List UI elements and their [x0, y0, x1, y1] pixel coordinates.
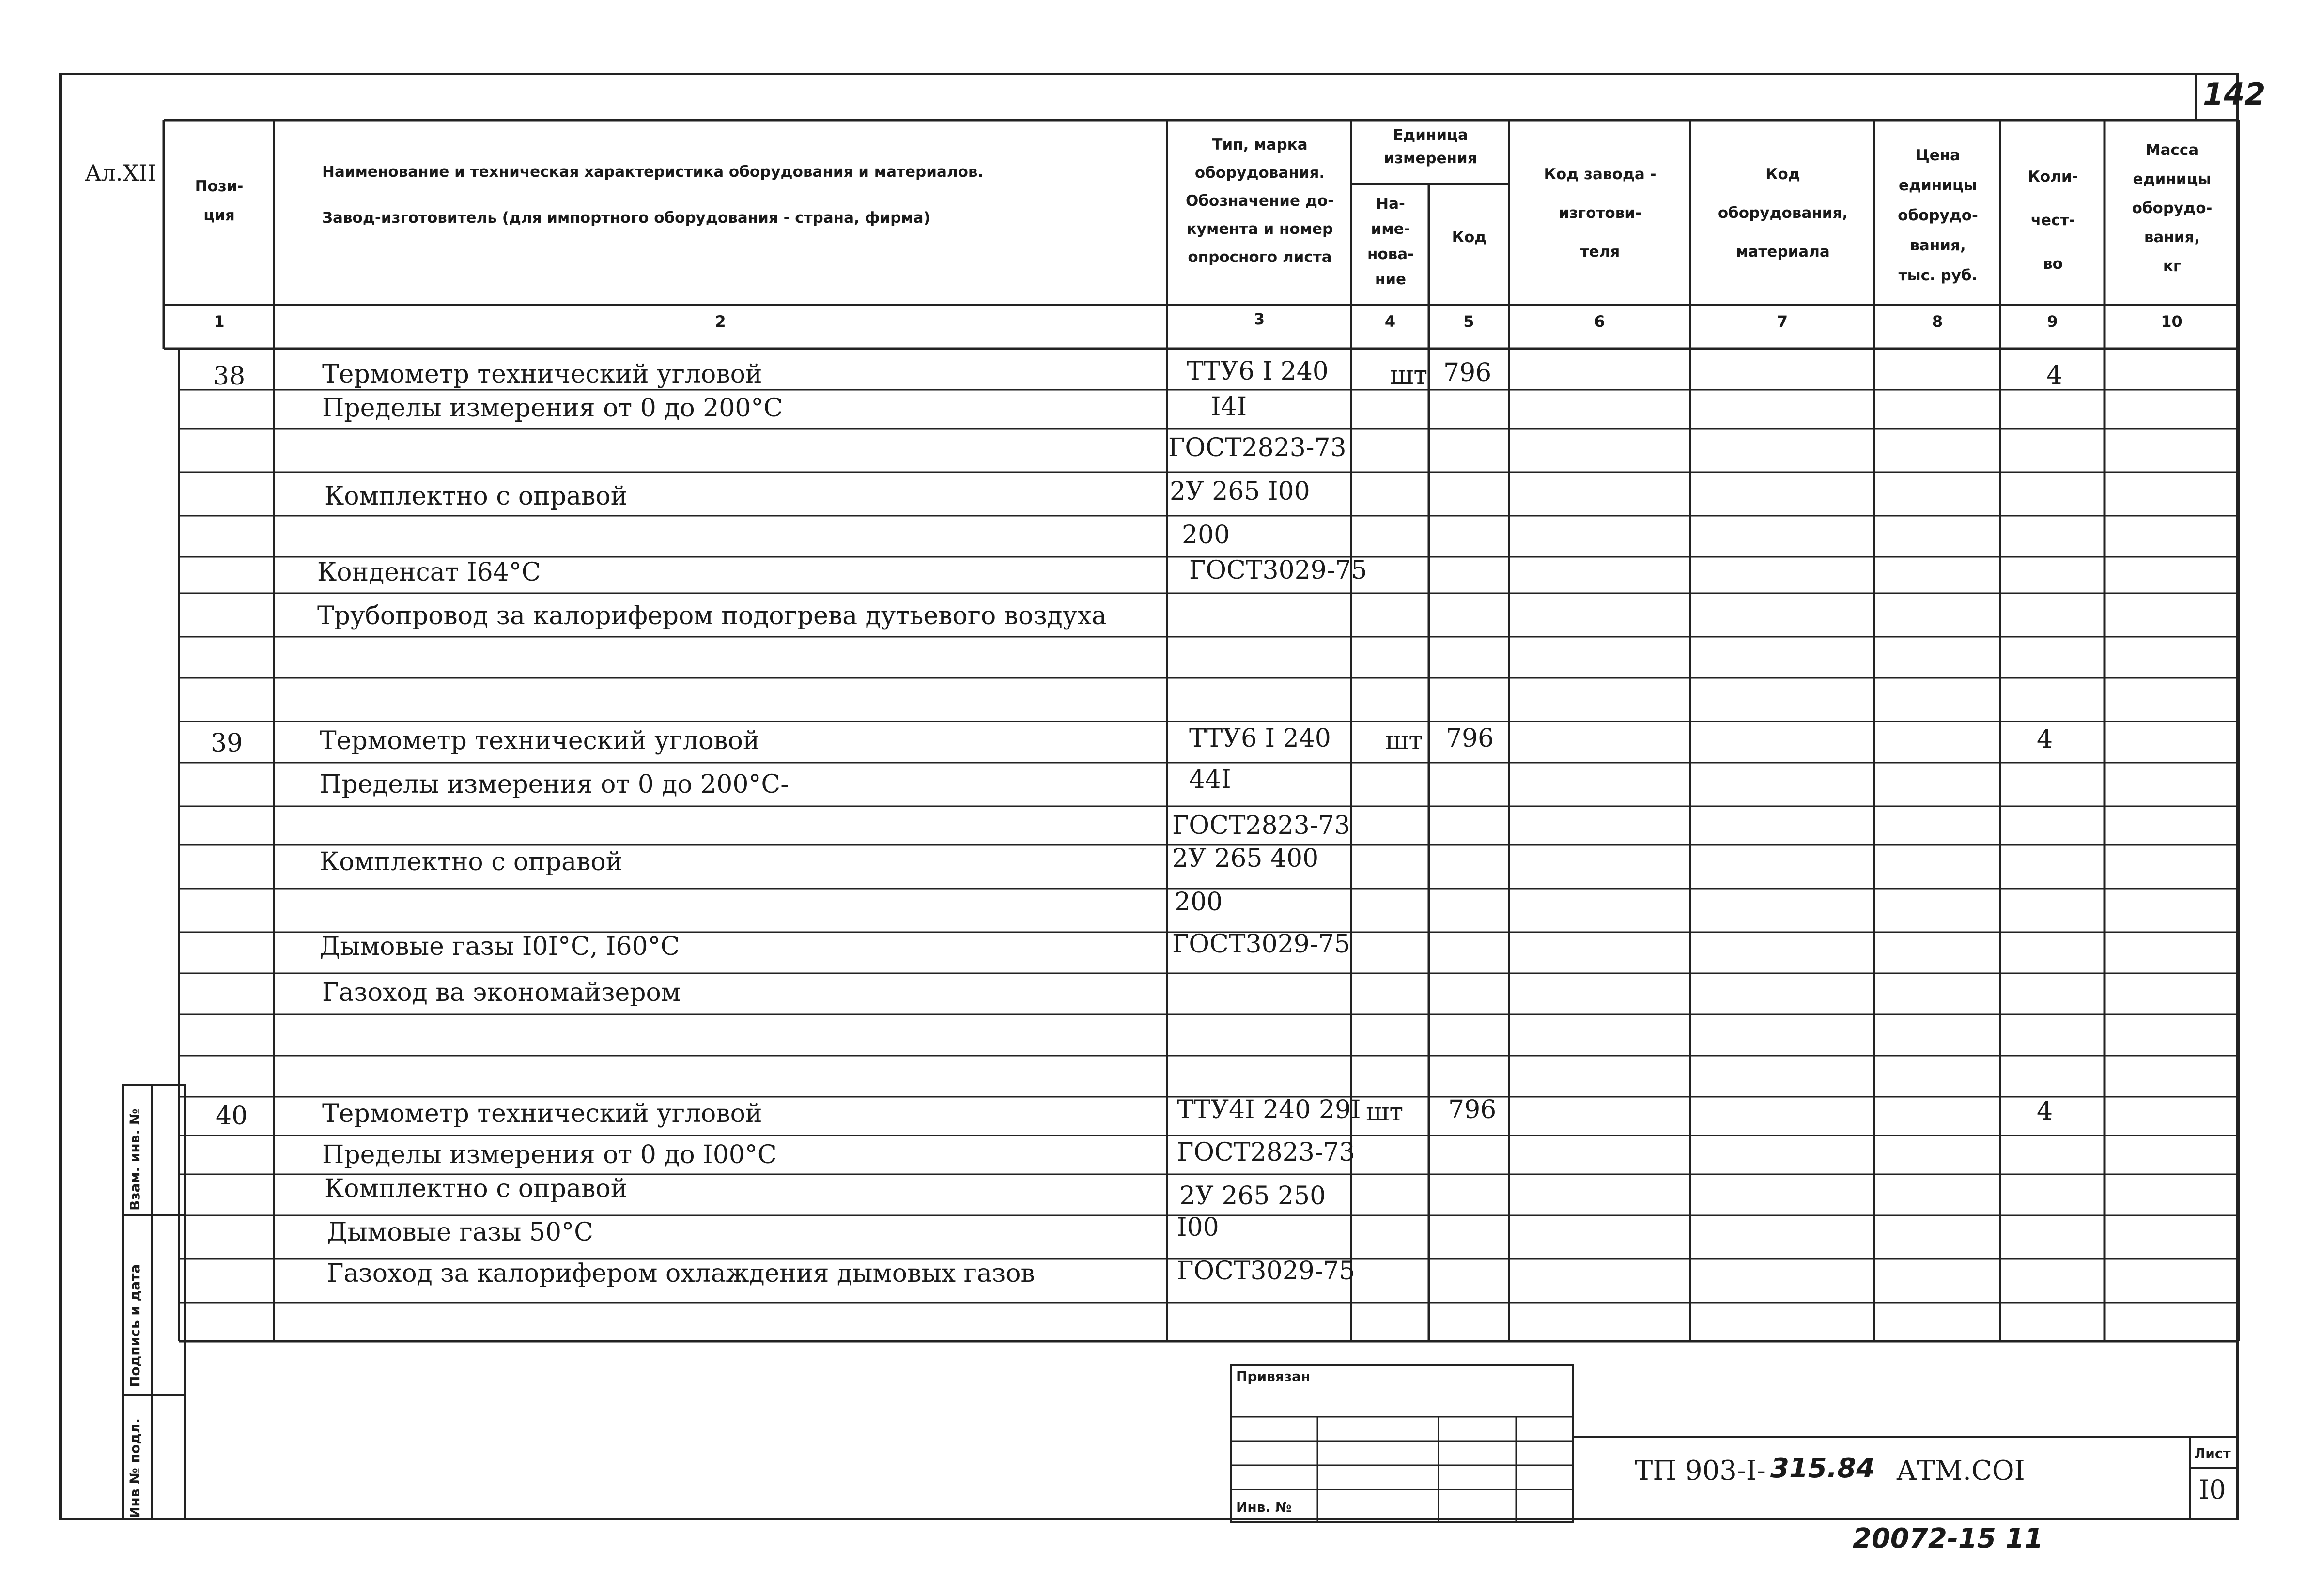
row-quantity: 4 [2037, 725, 2053, 754]
row-unit: шт [1385, 726, 1423, 755]
row-quantity: 4 [2037, 1097, 2053, 1126]
stamp-inv-label: Инв. № [1236, 1499, 1292, 1515]
sheet-label: Лист [2194, 1445, 2231, 1461]
row-type: ТТУ4I 240 29I [1177, 1095, 1361, 1124]
row-quantity: 4 [2046, 361, 2063, 390]
row-name: Пределы измерения от 0 до 200°С- [320, 770, 789, 799]
side-label-signature-date: Подпись и дата [127, 1264, 143, 1387]
row-name: Газоход ва экономайзером [322, 978, 681, 1007]
row-type: 44I [1189, 765, 1231, 794]
header-unit-price: Цена единицы оборудо- вания, тыс. руб. [1898, 147, 1978, 284]
header-unit-code: Код [1452, 229, 1487, 246]
col-number-7: 7 [1777, 312, 1788, 331]
header-manufacturer-code: Код завода - изготови- теля [1544, 166, 1656, 261]
col-number-4: 4 [1384, 312, 1396, 331]
row-name: Комплектно с оправой [320, 847, 623, 876]
row-type: ТТУ6 I 240 [1189, 724, 1331, 753]
row-type: 2У 265 400 [1172, 844, 1319, 873]
header-quantity: Коли- чест- во [2027, 168, 2078, 273]
header-equipment-code: Код оборудования, материала [1718, 166, 1848, 261]
row-type: I00 [1177, 1213, 1219, 1242]
col-number-5: 5 [1463, 312, 1474, 331]
row-type: ГОСТ3029-75 [1189, 556, 1367, 585]
bottom-archive-number: 20072-15 11 [1853, 1523, 2043, 1554]
row-type: ГОСТ3029-75 [1177, 1257, 1355, 1286]
row-name: Дымовые газы I0I°С, I60°С [320, 932, 680, 961]
title-block-top-line [1574, 1436, 2239, 1438]
row-type: 2У 265 I00 [1170, 477, 1310, 506]
row-type: ГОСТ2823-73 [1177, 1138, 1355, 1167]
col-number-2: 2 [715, 312, 726, 331]
col-number-10: 10 [2161, 312, 2182, 331]
title-code: ТП 903-I- [1635, 1455, 1766, 1487]
album-mark: Ал.XII [85, 160, 156, 186]
sheet-number: I0 [2199, 1474, 2226, 1505]
row-type: I4I [1211, 392, 1247, 421]
row-unit-code: 796 [1443, 358, 1492, 387]
side-label-replace-inv: Взам. инв. № [127, 1108, 143, 1211]
row-unit-code: 796 [1448, 1095, 1497, 1124]
row-position: 38 [213, 362, 246, 391]
row-type: 200 [1175, 888, 1223, 917]
header-name-line2: Завод-изготовитель (для импортного оборудования - страна, фирма) [322, 209, 930, 227]
col-number-3: 3 [1254, 310, 1265, 328]
corner-sheet-number: 142 [2203, 77, 2266, 112]
row-type: ГОСТ2823-73 [1172, 811, 1350, 840]
sheet-number-divider [2189, 1467, 2239, 1469]
header-unit-name: На- име- нова- ние [1367, 195, 1414, 288]
row-name: Пределы измерения от 0 до 200°С [322, 394, 783, 423]
col-number-9: 9 [2047, 312, 2058, 331]
row-position: 40 [216, 1102, 248, 1131]
row-type: 200 [1182, 521, 1230, 550]
row-type: 2У 265 250 [1179, 1182, 1326, 1211]
row-unit: шт [1366, 1098, 1404, 1127]
header-type: Тип, марка оборудования. Обозначение до- кумента и номер опросного листа [1185, 136, 1334, 266]
side-label-original-inv: Инв № подл. [127, 1418, 143, 1518]
header-unit-group: Единица измерения [1384, 126, 1477, 167]
col-number-1: 1 [214, 312, 225, 331]
row-unit: шт [1390, 361, 1428, 390]
row-type: ГОСТ3029-75 [1172, 930, 1350, 959]
stamp-linked-label: Привязан [1236, 1368, 1311, 1384]
row-name: Трубопровод за калорифером подогрева дутьевого воздуха [317, 601, 1107, 630]
col-number-8: 8 [1932, 312, 1943, 331]
row-name: Пределы измерения от 0 до I00°С [322, 1140, 777, 1169]
row-type: ТТУ6 I 240 [1187, 357, 1329, 386]
row-name: Комплектно с оправой [325, 1174, 628, 1203]
row-name: Конденсат I64°С [317, 558, 541, 587]
side-stamp-row-line [122, 1394, 186, 1396]
row-name: Газоход за калорифером охлаждения дымовых газов [327, 1259, 1035, 1288]
side-stamp-divider [151, 1084, 153, 1520]
row-type: ГОСТ2823-73 [1168, 433, 1346, 462]
header-name-line1: Наименование и техническая характеристика оборудования и материалов. [322, 163, 984, 181]
row-name: Дымовые газы 50°С [327, 1218, 593, 1247]
row-name: Термометр технический угловой [322, 360, 762, 389]
row-name: Комплектно с оправой [325, 482, 628, 511]
header-unit-mass: Масса единицы оборудо- вания, кг [2132, 141, 2213, 275]
row-name: Термометр технический угловой [322, 1099, 762, 1128]
col-number-6: 6 [1594, 312, 1605, 331]
header-position: Пози- ция [195, 178, 244, 224]
row-position: 39 [211, 729, 243, 758]
title-code-handwritten: 315.84 [1770, 1453, 1875, 1484]
title-doc: АТМ.COI [1896, 1455, 2025, 1487]
row-unit-code: 796 [1446, 724, 1494, 753]
row-name: Термометр технический угловой [320, 726, 760, 755]
side-stamp-row-line [122, 1214, 186, 1216]
